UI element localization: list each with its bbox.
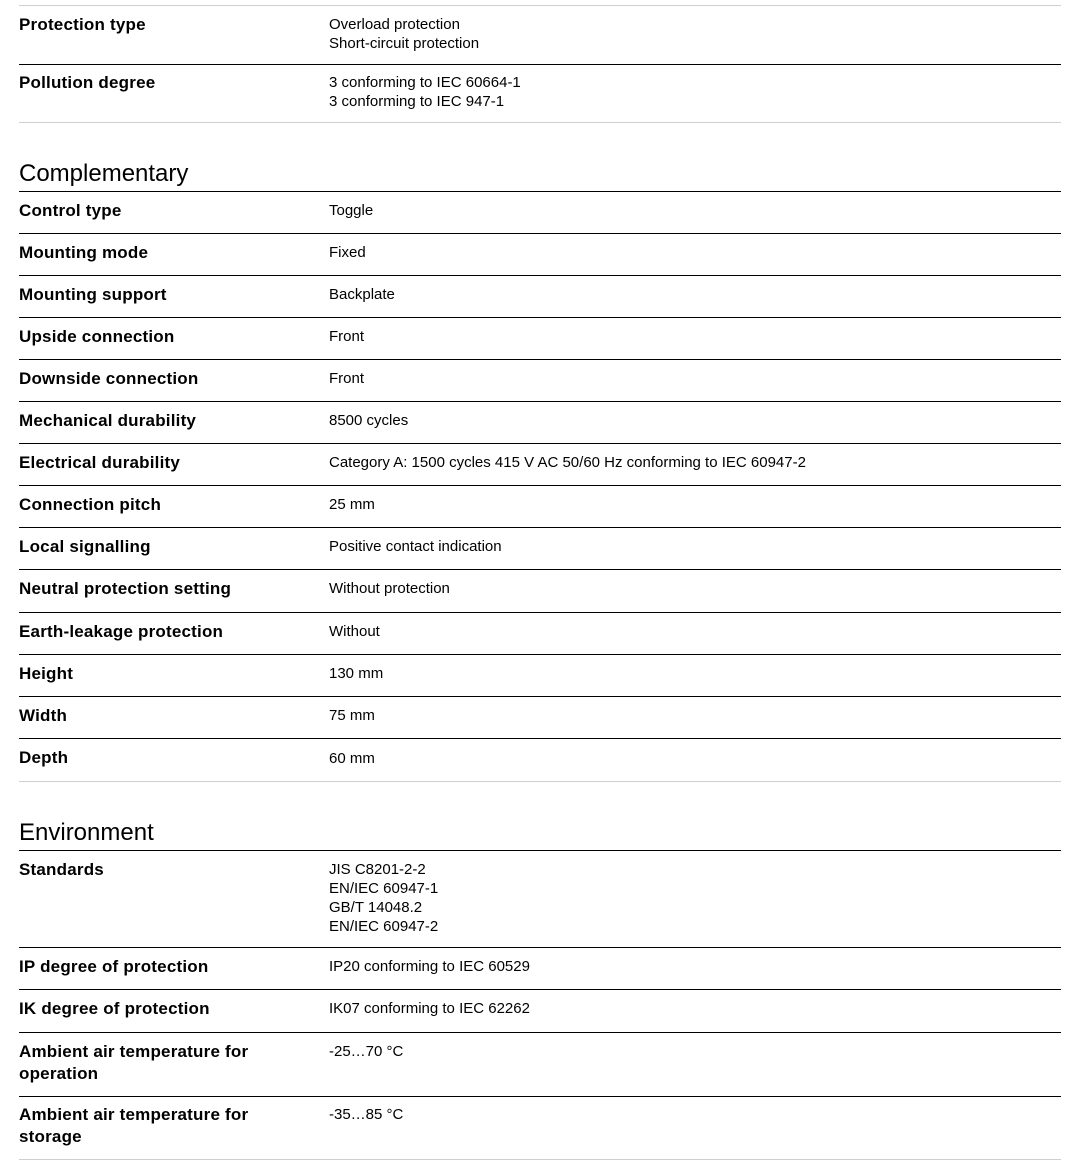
spec-label: Mounting support [19, 285, 167, 304]
section-title-complementary: Complementary [19, 160, 189, 187]
spec-row [19, 570, 1061, 613]
spec-row [19, 402, 1061, 444]
spec-row-protection-type [19, 5, 1061, 65]
spec-row [19, 990, 1061, 1033]
spec-value: 8500 cycles [329, 412, 409, 429]
spec-row [19, 948, 1061, 990]
spec-label: Earth-leakage protection [19, 622, 224, 641]
spec-label: Mechanical durability [19, 411, 197, 430]
spec-value: Front [329, 328, 365, 345]
spec-row [19, 613, 1061, 655]
spec-value-line: EN/IEC 60947-1 [329, 880, 439, 897]
spec-value [329, 15, 479, 53]
spec-label: Protection type [19, 15, 146, 34]
spec-label [19, 1041, 299, 1085]
spec-row [19, 360, 1061, 402]
spec-row-temp-operation [19, 1033, 1061, 1097]
spec-label-line: Ambient air temperature for [19, 1042, 249, 1061]
spec-label: Mounting mode [19, 243, 149, 262]
spec-value: Without protection [329, 580, 450, 597]
spec-label: IP degree of protection [19, 957, 209, 976]
spec-label: Electrical durability [19, 453, 181, 472]
spec-value-line: EN/IEC 60947-2 [329, 918, 439, 935]
spec-value: 25 mm [329, 496, 375, 513]
spec-label: Depth [19, 748, 69, 767]
spec-value: 60 mm [329, 750, 375, 767]
spec-label-line: Ambient air temperature for [19, 1105, 249, 1124]
spec-row [19, 444, 1061, 486]
spec-value: Front [329, 370, 365, 387]
spec-row [19, 697, 1061, 739]
spec-value: Toggle [329, 202, 374, 219]
spec-value: Category A: 1500 cycles 415 V AC 50/60 Hz conforming to IEC 60947-2 [329, 454, 806, 471]
spec-value-line: 3 conforming to IEC 60664-1 [329, 74, 521, 91]
spec-label: Local signalling [19, 537, 151, 556]
spec-row [19, 234, 1061, 276]
spec-row [19, 486, 1061, 528]
spec-row-temp-storage [19, 1097, 1061, 1160]
spec-label: Pollution degree [19, 73, 156, 92]
spec-label: Downside connection [19, 369, 199, 388]
spec-label-line: storage [19, 1127, 82, 1146]
section-title-environment: Environment [19, 819, 154, 846]
spec-value: Backplate [329, 286, 395, 303]
spec-value: IP20 conforming to IEC 60529 [329, 958, 530, 975]
spec-value: -35…85 °C [329, 1106, 404, 1123]
spec-value: 75 mm [329, 707, 375, 724]
spec-row [19, 739, 1061, 782]
spec-value: IK07 conforming to IEC 62262 [329, 1000, 530, 1017]
spec-value-line: JIS C8201-2-2 [329, 861, 426, 878]
spec-label: IK degree of protection [19, 999, 210, 1018]
spec-label-line: operation [19, 1064, 99, 1083]
spec-label: Upside connection [19, 327, 175, 346]
spec-value-line: 3 conforming to IEC 947-1 [329, 93, 505, 110]
spec-value: Fixed [329, 244, 366, 261]
spec-value: Without [329, 623, 380, 640]
spec-row-standards [19, 851, 1061, 948]
spec-label: Control type [19, 201, 122, 220]
spec-row [19, 192, 1061, 234]
spec-label: Height [19, 664, 74, 683]
spec-value [329, 73, 521, 111]
spec-row [19, 276, 1061, 318]
spec-value: -25…70 °C [329, 1043, 404, 1060]
spec-label: Neutral protection setting [19, 579, 232, 598]
spec-value-line: GB/T 14048.2 [329, 899, 423, 916]
spec-value: Positive contact indication [329, 538, 502, 555]
spec-value: 130 mm [329, 665, 384, 682]
spec-value-line: Short-circuit protection [329, 35, 480, 52]
spec-label: Connection pitch [19, 495, 162, 514]
spec-row [19, 655, 1061, 697]
spec-row-pollution-degree [19, 64, 1061, 123]
spec-row [19, 528, 1061, 570]
spec-label: Width [19, 706, 68, 725]
spec-value [329, 860, 438, 936]
spec-value-line: Overload protection [329, 16, 460, 33]
spec-label: Standards [19, 860, 104, 879]
spec-row [19, 318, 1061, 360]
spec-label [19, 1104, 299, 1148]
